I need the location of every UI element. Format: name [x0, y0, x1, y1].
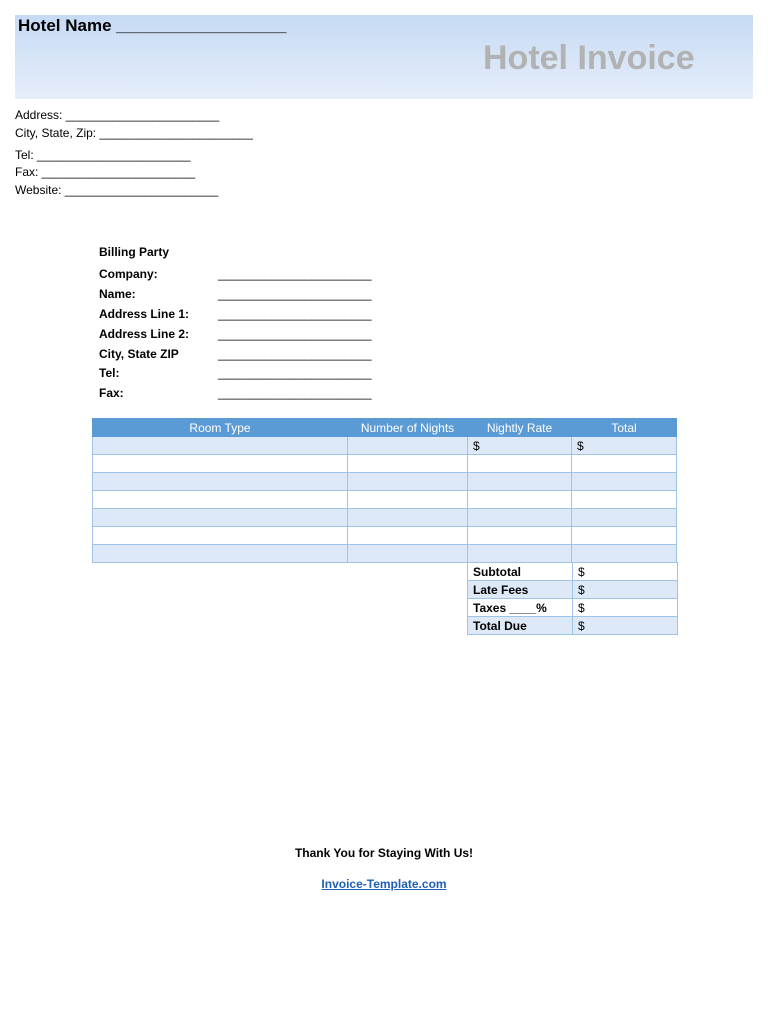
table-cell[interactable] — [348, 491, 468, 509]
subtotal-value[interactable]: $ — [573, 563, 678, 581]
summary-table — [467, 562, 678, 635]
table-cell[interactable] — [572, 527, 677, 545]
invoice-title: Hotel Invoice — [483, 39, 695, 77]
billing-fax-line[interactable]: _______________________ — [218, 386, 372, 400]
billing-company-line[interactable]: _______________________ — [218, 267, 372, 281]
hotel-fax: Fax: _______________________ — [15, 165, 196, 179]
table-row — [93, 545, 677, 563]
hotel-tel: Tel: _______________________ — [15, 148, 191, 162]
hotel-address: Address: _______________________ — [15, 108, 220, 122]
summary-row-total-due — [468, 617, 678, 635]
billing-name-label: Name: — [99, 287, 136, 301]
table-cell[interactable] — [93, 473, 348, 491]
late-fees-value[interactable]: $ — [573, 581, 678, 599]
late-fees-label: Late Fees — [468, 581, 573, 599]
taxes-value[interactable]: $ — [573, 599, 678, 617]
billing-address1-label: Address Line 1: — [99, 307, 190, 321]
table-cell[interactable] — [468, 473, 572, 491]
table-cell[interactable] — [348, 455, 468, 473]
subtotal-label: Subtotal — [468, 563, 573, 581]
table-cell[interactable] — [572, 545, 677, 563]
table-cell[interactable] — [572, 455, 677, 473]
table-cell[interactable] — [572, 491, 677, 509]
table-cell[interactable] — [468, 527, 572, 545]
website-link[interactable]: Invoice-Template.com — [321, 877, 447, 891]
billing-address1-line[interactable]: _______________________ — [218, 307, 372, 321]
billing-tel-label: Tel: — [99, 366, 120, 380]
table-cell[interactable] — [93, 527, 348, 545]
col-number-of-nights: Number of Nights — [348, 419, 468, 437]
table-cell[interactable] — [93, 545, 348, 563]
table-row — [93, 527, 677, 545]
room-charges-table — [92, 418, 677, 563]
table-cell[interactable]: $ — [572, 437, 677, 455]
billing-company-label: Company: — [99, 267, 158, 281]
table-cell[interactable] — [93, 437, 348, 455]
col-room-type: Room Type — [93, 419, 348, 437]
table-row — [93, 437, 677, 455]
table-cell[interactable] — [572, 509, 677, 527]
header-band — [15, 15, 753, 99]
billing-fax-label: Fax: — [99, 386, 124, 400]
taxes-label: Taxes ____% — [468, 599, 573, 617]
table-row — [93, 455, 677, 473]
table-cell[interactable] — [348, 527, 468, 545]
table-row — [93, 491, 677, 509]
billing-heading: Billing Party — [99, 245, 170, 259]
billing-name-line[interactable]: _______________________ — [218, 287, 372, 301]
table-cell[interactable] — [93, 455, 348, 473]
total-due-label: Total Due — [468, 617, 573, 635]
total-due-value[interactable]: $ — [573, 617, 678, 635]
billing-address2-line[interactable]: _______________________ — [218, 327, 372, 341]
table-row — [93, 509, 677, 527]
table-cell[interactable] — [468, 509, 572, 527]
billing-address2-label: Address Line 2: — [99, 327, 190, 341]
billing-city-label: City, State ZIP — [99, 347, 179, 361]
summary-row-late-fees — [468, 581, 678, 599]
table-cell[interactable] — [572, 473, 677, 491]
billing-city-line[interactable]: _______________________ — [218, 347, 372, 361]
table-cell[interactable] — [348, 509, 468, 527]
table-cell[interactable] — [348, 473, 468, 491]
table-cell[interactable] — [93, 509, 348, 527]
thank-you-message: Thank You for Staying With Us! — [294, 846, 474, 860]
table-cell[interactable]: $ — [468, 437, 572, 455]
table-row — [93, 473, 677, 491]
col-total: Total — [572, 419, 677, 437]
table-cell[interactable] — [468, 545, 572, 563]
hotel-website: Website: _______________________ — [15, 183, 219, 197]
hotel-name: Hotel Name __________________ — [18, 16, 287, 35]
col-nightly-rate: Nightly Rate — [468, 419, 572, 437]
summary-row-subtotal — [468, 563, 678, 581]
table-cell[interactable] — [468, 455, 572, 473]
table-cell[interactable] — [93, 491, 348, 509]
table-cell[interactable] — [348, 437, 468, 455]
hotel-city-state-zip: City, State, Zip: _______________________ — [15, 126, 253, 140]
summary-row-taxes — [468, 599, 678, 617]
table-cell[interactable] — [348, 545, 468, 563]
billing-tel-line[interactable]: _______________________ — [218, 366, 372, 380]
table-header-row — [93, 419, 677, 437]
table-cell[interactable] — [468, 491, 572, 509]
